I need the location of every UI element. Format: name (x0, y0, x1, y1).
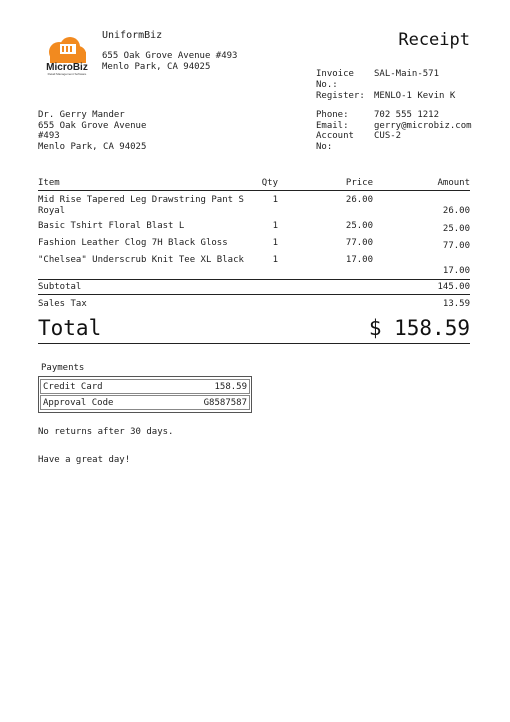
header-item: Item (38, 178, 60, 188)
item-amount: 26.00 (442, 206, 470, 216)
company-name: UniformBiz (102, 30, 163, 41)
payment-row (40, 395, 250, 410)
customer-name: Dr. Gerry Mander (38, 110, 125, 120)
subtotal-value: 145.00 (437, 282, 470, 292)
table-row (38, 221, 470, 234)
invoice-label: Invoice No.: (316, 69, 354, 90)
payment-label: Credit Card (43, 381, 103, 392)
item-qty: 1 (272, 195, 278, 205)
item-description: Fashion Leather Clog 7H Black Gloss (38, 238, 228, 248)
invoice-value: SAL-Main-571 (374, 69, 440, 79)
item-price: 25.00 (345, 221, 373, 231)
header-qty: Qty (261, 178, 278, 188)
cloud-register-logo-icon (44, 36, 90, 78)
receipt-meta (316, 69, 455, 102)
item-amount: 77.00 (442, 241, 470, 251)
customer-address-line1: 655 Oak Grove Avenue (38, 120, 147, 131)
item-amount: 17.00 (442, 266, 470, 276)
item-qty: 1 (272, 221, 278, 231)
payments-table (38, 376, 252, 413)
phone-label: Phone: (316, 110, 349, 120)
closing-note: Have a great day! (38, 455, 131, 465)
email-row (316, 121, 472, 132)
sales-tax-row (38, 295, 470, 313)
table-row (38, 238, 470, 251)
subtotal-row (38, 280, 470, 295)
receipt-title: Receipt (398, 30, 470, 50)
item-price: 26.00 (345, 195, 373, 205)
phone-value: 702 555 1212 (374, 110, 440, 120)
email-value: gerry@microbiz.com (374, 120, 472, 131)
subtotal-label: Subtotal (38, 282, 82, 292)
customer-address-line2: #493 (38, 131, 60, 141)
sales-tax-value: 13.59 (442, 299, 470, 309)
table-row (38, 195, 470, 216)
payments-title: Payments (41, 363, 85, 373)
email-label: Email: (316, 120, 349, 131)
register-value: MENLO-1 Kevin K (374, 91, 456, 101)
company-address-line2: Menlo Park, CA 94025 (102, 62, 211, 72)
item-qty: 1 (272, 255, 278, 265)
item-description: Mid Rise Tapered Leg Drawstring Pant S Royal (38, 195, 244, 216)
sales-tax-label: Sales Tax (38, 299, 87, 309)
payment-value: 158.59 (214, 381, 247, 392)
customer-address-block (38, 110, 146, 152)
logo-tagline: Retail Management Software (47, 72, 87, 76)
invoice-row (316, 69, 455, 91)
item-description: Basic Tshirt Floral Blast L (38, 221, 185, 231)
customer-address-line3: Menlo Park, CA 94025 (38, 141, 147, 152)
header-amount: Amount (437, 178, 470, 188)
register-row (316, 91, 455, 102)
item-price: 17.00 (345, 255, 373, 265)
items-table (38, 175, 470, 313)
total-divider (38, 343, 470, 344)
payment-label: Approval Code (43, 397, 114, 408)
account-label: Account No: (316, 131, 354, 152)
item-price: 77.00 (345, 238, 373, 248)
total-value: $ 158.59 (368, 316, 470, 340)
item-amount: 25.00 (442, 224, 470, 234)
returns-note: No returns after 30 days. (38, 427, 174, 437)
phone-row (316, 110, 472, 121)
header-price: Price (345, 178, 373, 188)
account-row (316, 131, 472, 152)
table-row (38, 255, 470, 276)
register-label: Register: (316, 91, 365, 101)
payment-row (40, 379, 250, 394)
logo-wordmark: MicroBiz (46, 62, 88, 73)
total-label: Total (38, 316, 102, 340)
company-address-line1: 655 Oak Grove Avenue #493 (102, 51, 238, 61)
items-header-row (38, 175, 470, 191)
account-value: CUS-2 (374, 131, 402, 141)
item-qty: 1 (272, 238, 278, 248)
item-description: "Chelsea" Underscrub Knit Tee XL Black (38, 255, 244, 265)
company-address (102, 51, 237, 73)
payment-value: G8587587 (203, 397, 247, 408)
customer-contact-block (316, 110, 472, 152)
company-logo (44, 36, 90, 78)
